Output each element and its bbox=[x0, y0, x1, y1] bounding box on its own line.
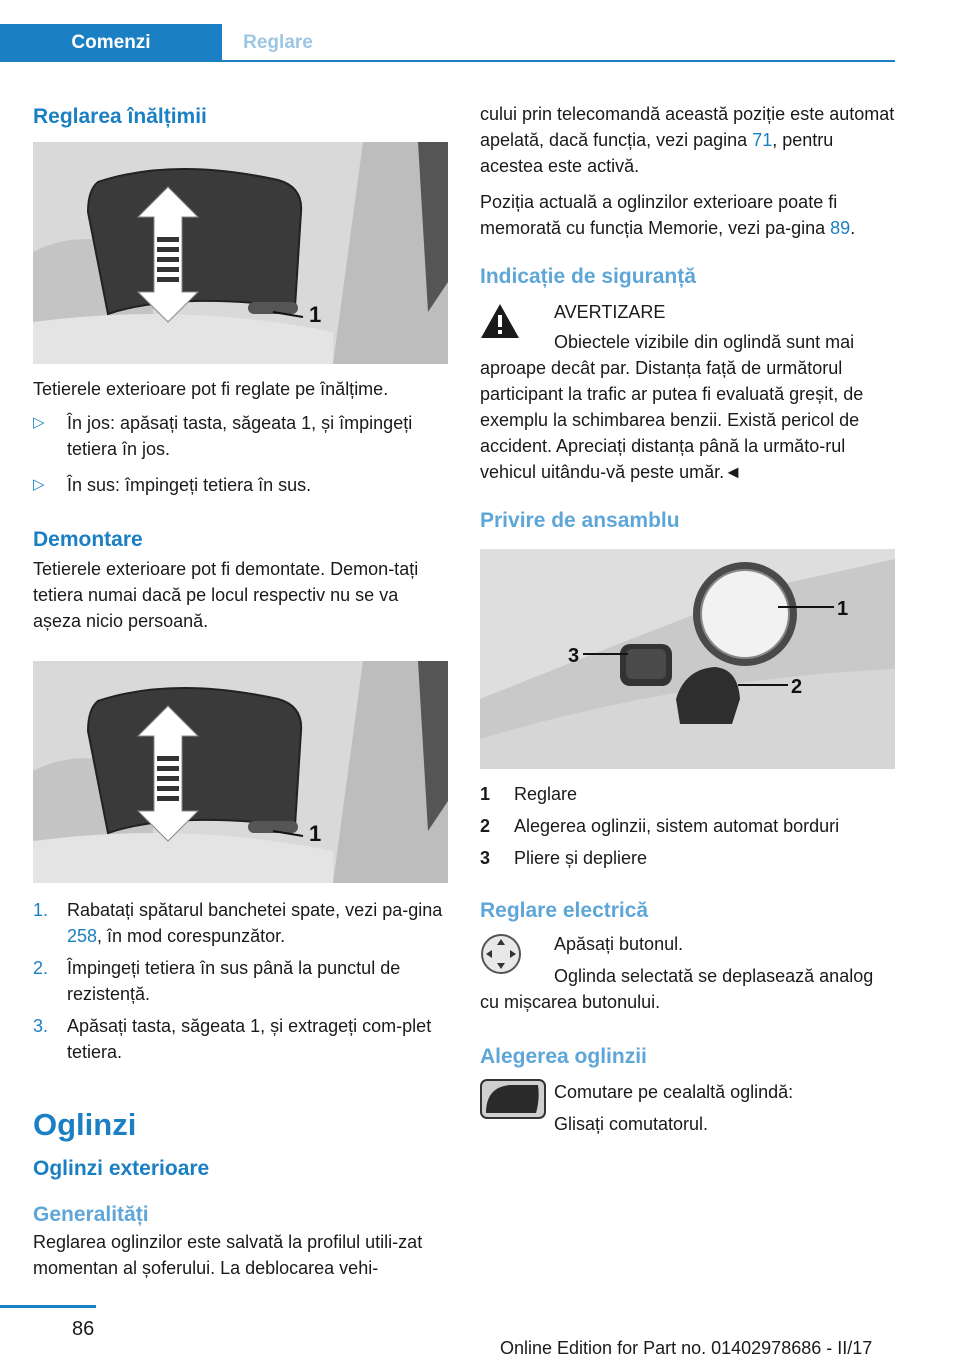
legend-text: Reglare bbox=[514, 784, 578, 804]
right-column bbox=[480, 95, 895, 1137]
warning-text: Obiectele vizibile din oglindă sunt mai aproape decât par. Distanța față de următorul participant la trafic ar putea fi evaluată greșit, de exemplu la schimbarea benzii. Există pericol de accident. Apreciați distanța până la următo‐rul vehicul uitându-vă peste umăr.◄ bbox=[480, 332, 864, 482]
memory-text-a: Poziția actuală a oglinzilor exterioare poate fi memorată cu funcția Memorie, vezi pa‐gina bbox=[480, 192, 838, 238]
removal-intro: Tetierele exterioare pot fi demontate. Demon‐tați tetiera numai dacă pe locul respectiv nu se va așeza nicio persoană. bbox=[33, 559, 419, 631]
headrest-callout-1: 1 bbox=[309, 821, 322, 846]
tab-reglare[interactable]: Reglare bbox=[243, 32, 313, 53]
heading-removal: Demontare bbox=[33, 528, 143, 551]
choose-step-2: Glisați comutatorul. bbox=[554, 1114, 709, 1134]
legend-number: 1 bbox=[480, 784, 491, 804]
mirror-callout-3: 3 bbox=[568, 645, 580, 667]
bullet-arrow: ▷ bbox=[33, 414, 45, 431]
continued-text-b: , pentru acestea este activă. bbox=[480, 130, 834, 176]
step-1 bbox=[33, 897, 448, 949]
heading-mirrors: Oglinzi bbox=[33, 1107, 137, 1142]
legend-number: 2 bbox=[480, 816, 491, 836]
step-2 bbox=[33, 955, 448, 1007]
step-text: Apăsați tasta, săgeata 1, și extrageți com‐plet tetiera. bbox=[67, 1016, 432, 1062]
height-intro: Tetierele exterioare pot fi reglate pe înălțime. bbox=[33, 379, 389, 399]
mirror-callout-1: 1 bbox=[837, 598, 849, 620]
mirror-adjust-button-icon bbox=[480, 933, 522, 975]
step-text: Rabatați spătarul banchetei spate, vezi pa‐gina bbox=[67, 900, 443, 920]
legend-item-2 bbox=[480, 813, 895, 839]
bullet-up bbox=[33, 472, 448, 498]
legend-text: Alegerea oglinzii, sistem automat borduri bbox=[514, 816, 840, 836]
legend-item-3 bbox=[480, 845, 895, 871]
legend-number: 3 bbox=[480, 848, 491, 868]
step-number: 1. bbox=[33, 900, 49, 920]
mirror-controls-illustration bbox=[480, 549, 895, 769]
bullet-arrow: ▷ bbox=[33, 476, 45, 493]
tab-underline bbox=[0, 60, 895, 62]
continued-text-a: cului prin telecomandă această poziție este automat apelată, dacă funcția, vezi pagina bbox=[480, 104, 895, 150]
step-number: 2. bbox=[33, 958, 49, 978]
edition-footer: Online Edition for Part no. 01402978686 - II/17 bbox=[500, 1338, 873, 1358]
electric-block bbox=[480, 931, 895, 1015]
warning-block bbox=[480, 299, 895, 485]
mirror-selector-switch-icon bbox=[480, 1079, 546, 1119]
memory-text-b: . bbox=[850, 218, 856, 238]
page-link-89[interactable]: 89 bbox=[830, 218, 851, 238]
electric-step-1: Apăsați butonul. bbox=[554, 934, 684, 954]
warning-title: AVERTIZARE bbox=[554, 302, 666, 322]
heading-height-adjust: Reglarea înălțimii bbox=[33, 105, 207, 128]
headrest-callout-1: 1 bbox=[309, 302, 322, 327]
headrest-height-illustration bbox=[33, 142, 448, 364]
bullet-up-text: În sus: împingeți tetiera în sus. bbox=[67, 475, 312, 495]
headrest-removal-illustration bbox=[33, 661, 448, 883]
heading-choose-mirror: Alegerea oglinzii bbox=[480, 1045, 647, 1068]
page-link-71[interactable]: 71 bbox=[752, 130, 773, 150]
legend-text: Pliere și depliere bbox=[514, 848, 648, 868]
legend-item-1 bbox=[480, 781, 895, 807]
heading-exterior-mirrors: Oglinzi exterioare bbox=[33, 1157, 210, 1180]
step-number: 3. bbox=[33, 1016, 49, 1036]
bullet-down-text: În jos: apăsați tasta, săgeata 1, și împingeți tetiera în jos. bbox=[67, 413, 413, 459]
left-column bbox=[33, 95, 448, 1281]
page-number-rule bbox=[0, 1305, 96, 1308]
heading-electric-adjust: Reglare electrică bbox=[480, 899, 649, 922]
bullet-down bbox=[33, 410, 448, 462]
choose-step-1: Comutare pe cealaltă oglindă: bbox=[554, 1082, 794, 1102]
step-text-tail: , în mod corespunzător. bbox=[97, 926, 286, 946]
heading-safety: Indicație de siguranță bbox=[480, 265, 696, 288]
memory-text bbox=[480, 189, 895, 241]
step-text: Împingeți tetiera în sus până la punctul de rezistență. bbox=[67, 958, 401, 1004]
electric-step-2: Oglinda selectată se deplasează analog cu mișcarea butonului. bbox=[480, 966, 874, 1012]
mirror-callout-2: 2 bbox=[791, 676, 803, 698]
page-number: 86 bbox=[72, 1318, 95, 1340]
page-link-258[interactable]: 258 bbox=[67, 926, 98, 946]
continued-text bbox=[480, 101, 895, 179]
tab-comenzi[interactable]: Comenzi bbox=[0, 24, 222, 61]
chapter-tabs bbox=[0, 24, 895, 61]
choose-block bbox=[480, 1079, 895, 1137]
heading-general: Generalități bbox=[33, 1203, 149, 1226]
step-3 bbox=[33, 1013, 448, 1065]
general-text: Reglarea oglinzilor este salvată la profilul utili‐zat momentan al șoferului. La deblocarea vehi‐ bbox=[33, 1232, 423, 1278]
warning-triangle-icon bbox=[480, 303, 520, 339]
heading-overview: Privire de ansamblu bbox=[480, 509, 680, 532]
